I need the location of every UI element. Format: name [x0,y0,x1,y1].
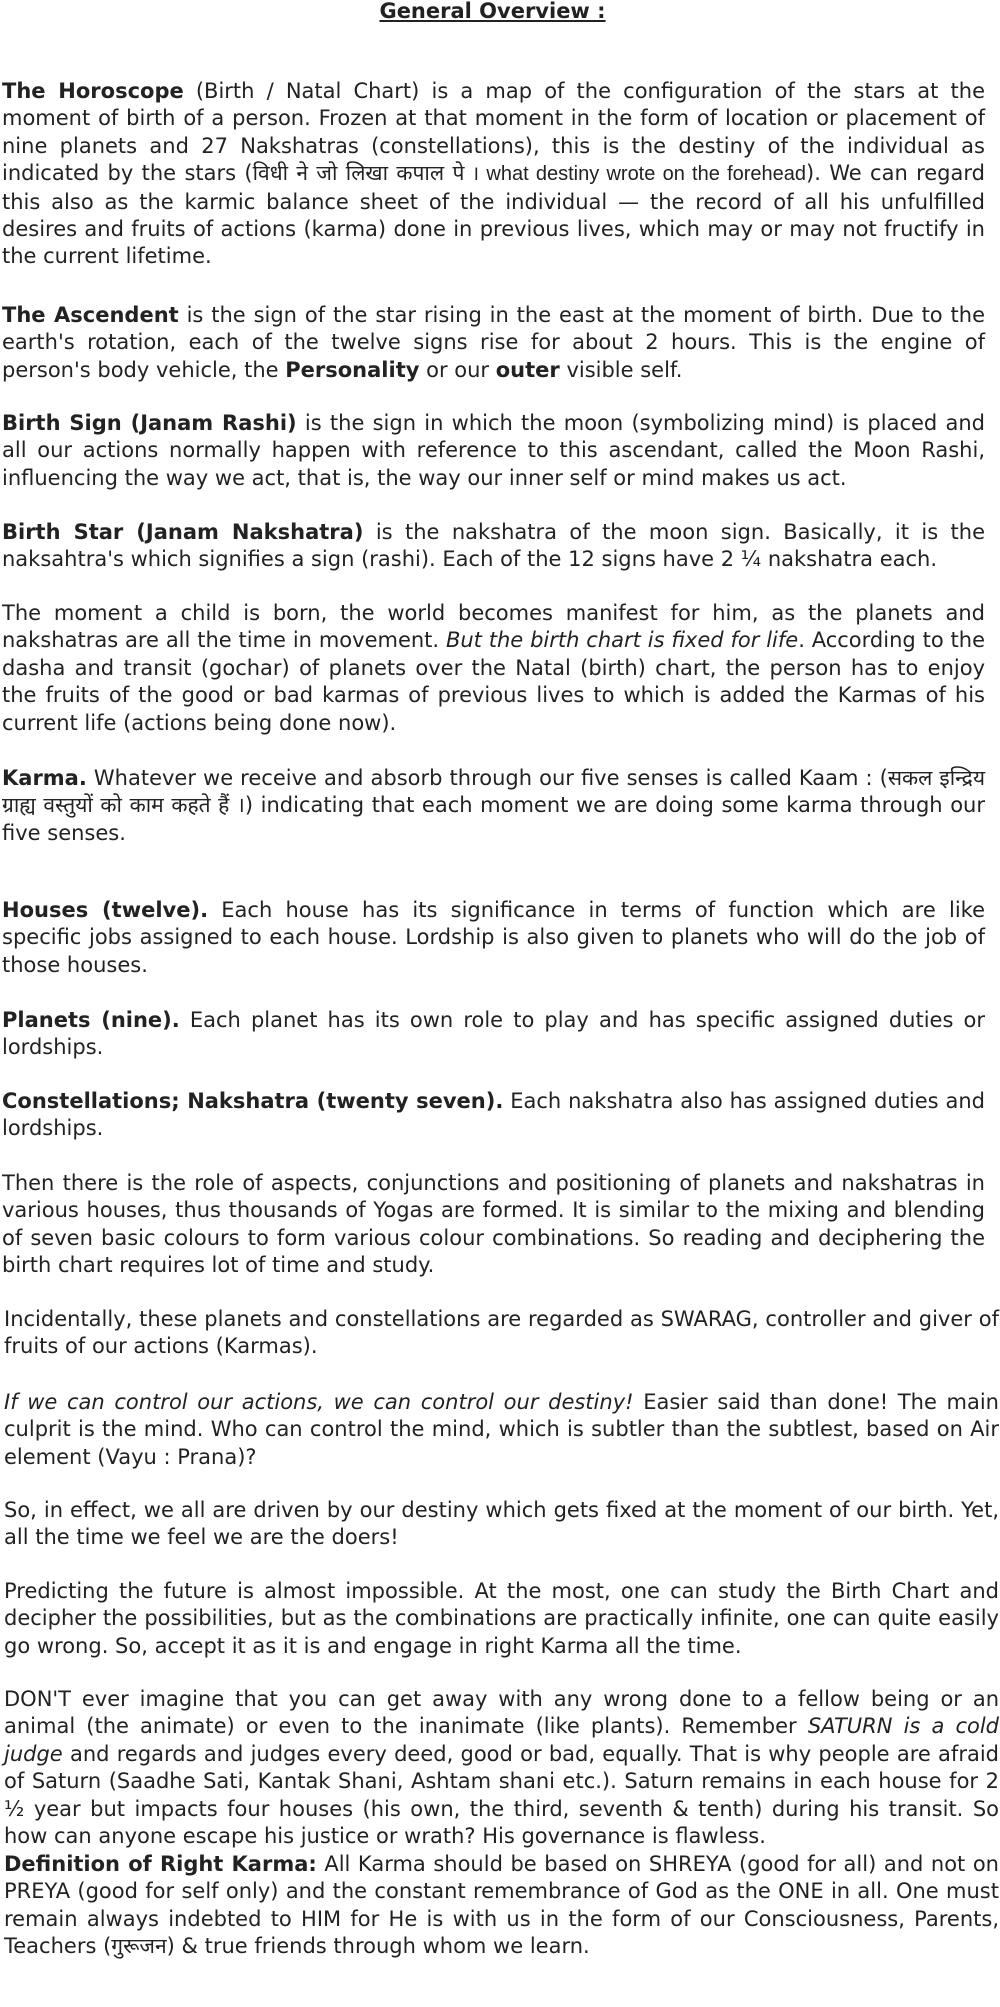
paragraph-driven-by-destiny: So, in effect, we all are driven by our destiny which gets fixed at the moment of our birth. Yet, all the time we feel we are the doers! [4,1498,999,1550]
term-birth-star: Birth Star (Janam Nakshatra) [2,520,364,544]
term-right-karma: Definition of Right Karma: [4,1852,317,1876]
hindi-text: सकल इन्द्रिय ग्राह्य वस्तुयों को काम कहते हैं । [2,766,985,818]
paragraph-constellations: Constellations; Nakshatra (twenty seven). Each nakshatra also has assigned duties and lordships. [2,1089,986,1141]
paragraph-incidentally: Incidentally, these planets and constellations are regarded as SWARAG, controller and giver of fruits of our actions (Karmas). [4,1307,999,1359]
paragraph-birth-sign: Birth Sign (Janam Rashi) is the sign in which the moon (symbolizing mind) is placed and all our actions normally happen with reference to this ascendant, called the Moon Rashi, influencing the way we act, that is, the way our inner self or mind makes us act. [2,411,985,490]
paragraph-birth-star: Birth Star (Janam Nakshatra) is the nakshatra of the moon sign. Basically, it is the naksahtra's which signifies a sign (rashi). Each of the 12 signs have 2 ¼ nakshatra each. [2,520,985,572]
term-birth-sign: Birth Sign (Janam Rashi) [2,411,297,435]
hindi-text: गुरूजन [111,1934,167,1959]
term-constellations: Constellations; Nakshatra (twenty seven). [2,1089,504,1113]
paragraph-definition-right-karma: Definition of Right Karma: All Karma should be based on SHREYA (good for all) and not on PREYA (good for self only) and the constant remembrance of God as the ONE in all. One must remain always indebted to HIM for He is with us in the form of our Consciousness, Parents, Teachers (गुरूजन) & true friends through whom we learn. [4,1852,999,1959]
paragraph-planets: Planets (nine). Each planet has its own role to play and has specific assigned duties or lordships. [2,1008,985,1060]
term-planets: Planets (nine). [2,1008,180,1032]
term-horoscope: The Horoscope [2,79,184,103]
term-houses: Houses (twelve). [2,898,209,922]
term-karma: Karma. [2,766,87,790]
paragraph-predicting: Predicting the future is almost impossible. At the most, one can study the Birth Chart and decipher the possibilities, but as the combinations are practically infinite, one can quite easily go wrong. So, accept it as it is and engage in right Karma all the time. [4,1579,999,1658]
paragraph-horoscope: The Horoscope (Birth / Natal Chart) is a map of the configuration of the stars at the moment of birth of a person. Frozen at that moment in the form of location or placement of nine planets and 27 Nakshatras (constellations), this is the destiny of the individual as indicated by the stars (विधी ने जो लिखा कपाल पे । what destiny wrote on the forehead). We can regard this also as the karmic balance sheet of the individual — the record of all his unfulfilled desires and fruits of actions (karma) done in previous lives, which may or may not fructify in the current lifetime. [2,79,985,269]
paragraph-houses: Houses (twelve). Each house has its significance in terms of function which are like specific jobs assigned to each house. Lordship is also given to planets who will do the job of those houses. [2,898,985,977]
term-ascendent: The Ascendent [2,303,179,327]
paragraph-moment-of-birth: The moment a child is born, the world becomes manifest for him, as the planets and nakshatras are all the time in movement. But the birth chart is fixed for life. According to the dasha and transit (gochar) of planets over the Natal (birth) chart, the person has to enjoy the fruits of the good or bad karmas of previous lives to which is added the Karmas of his current life (actions being done now). [2,601,985,735]
page-title: General Overview : [379,0,606,23]
paragraph-karma: Karma. Whatever we receive and absorb through our five senses is called Kaam : (सकल इन्द्रिय ग्राह्य वस्तुयों को काम कहते हैं ।) indicating that each moment we are doing some karma through our five senses. [2,766,985,845]
paragraph-control-destiny: If we can control our actions, we can control our destiny! Easier said than done! The main culprit is the mind. Who can control the mind, which is subtler than the subtlest, based on Air element (Vayu : Prana)? [4,1390,999,1469]
paragraph-saturn: DON'T ever imagine that you can get away with any wrong done to a fellow being or an animal (the animate) or even to the inanimate (like plants). Remember SATURN is a cold judge and regards and judges every deed, good or bad, equally. That is why people are afraid of Saturn (Saadhe Sati, Kantak Shani, Ashtam shani etc.). Saturn remains in each house for 2 ½ year but impacts four houses (his own, the third, seventh & tenth) during his transit. So how can anyone escape his justice or wrath? His governance is flawless. [4,1687,1000,1849]
paragraph-aspects: Then there is the role of aspects, conjunctions and positioning of planets and nakshatras in various houses, thus thousands of Yogas are formed. It is similar to the mixing and blending of seven basic colours to form various colour combinations. So reading and deciphering the birth chart requires lot of time and study. [2,1171,985,1278]
hindi-text: विधी ने जो लिखा कपाल पे [252,161,465,186]
paragraph-ascendent: The Ascendent is the sign of the star rising in the east at the moment of birth. Due to the earth's rotation, each of the twelve signs rise for about 2 hours. This is the engine of person's body vehicle, the Personality or our outer visible self. [2,303,985,382]
